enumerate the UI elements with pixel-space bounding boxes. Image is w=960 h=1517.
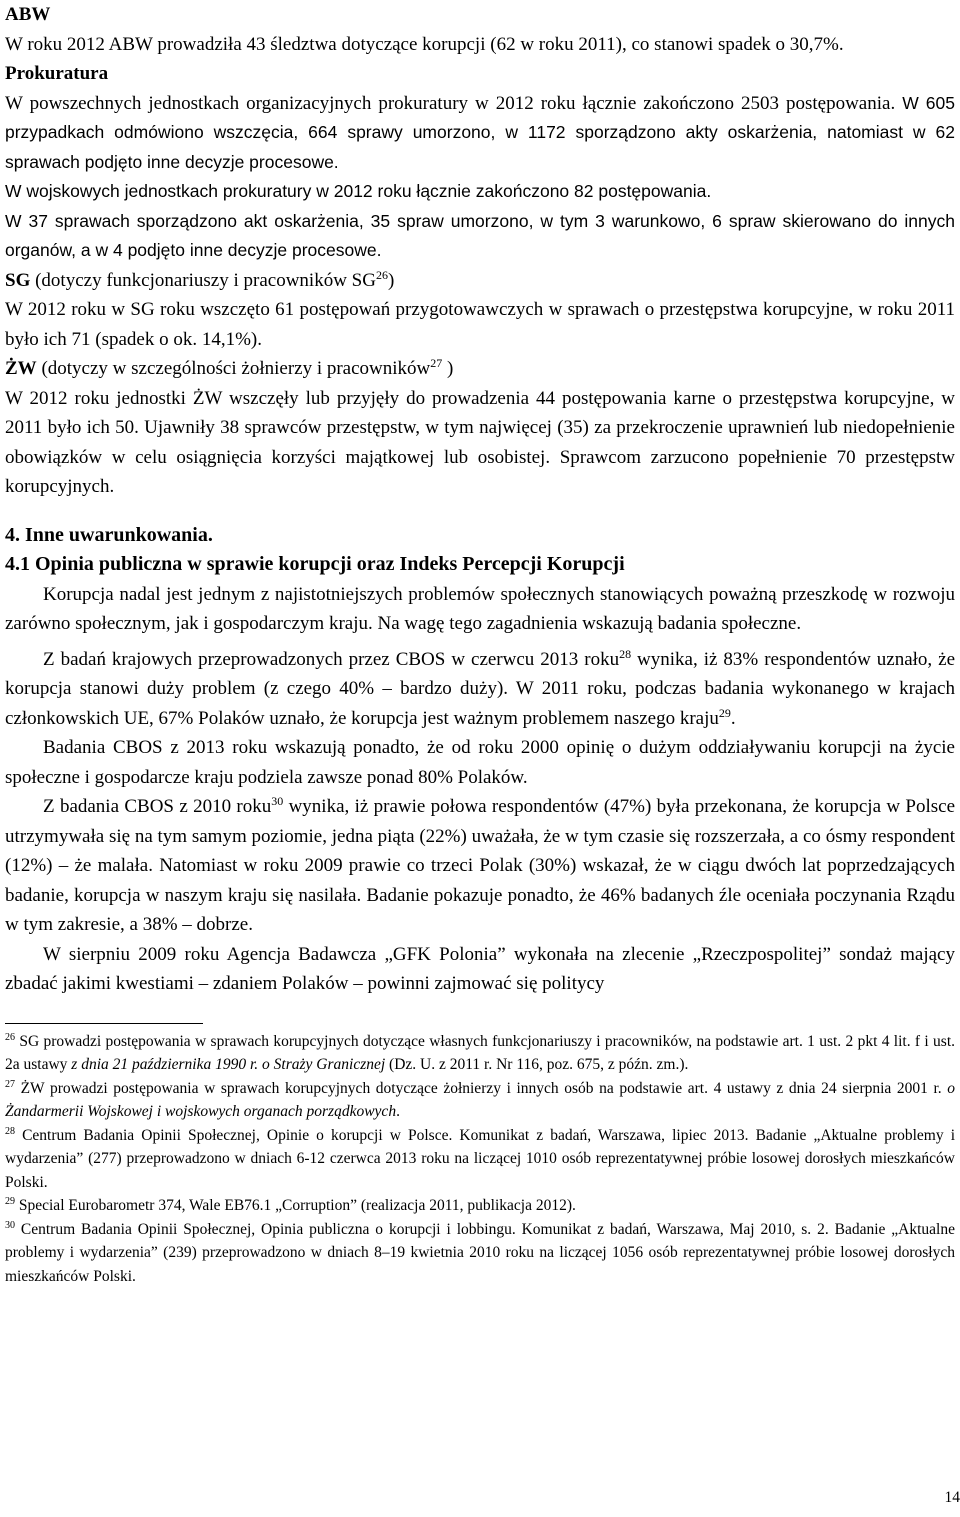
sg-heading: SG (dotyczy funkcjonariuszy i pracowników SG$^{26}$) bbox=[5, 267, 395, 291]
footnote-ref: 30 bbox=[271, 794, 284, 808]
zw-text: W 2012 roku jednostki ŻW wszczęły lub przyjęły do prowadzenia 44 postępowania karne o przestępstwa korupcyjne, w 2011 było ich 50. Ujawniły 38 sprawców przestępstw, w tym najwięcej (35) za przekroczenie uprawnień lub niedopełnienie obowiązków w celu osiągnięcia korzyści majątkowej lub osobistej. Sprawcom zarzucono popełnienie 70 przestępstw korupcyjnych. bbox=[5, 387, 955, 497]
footnote-separator bbox=[5, 1023, 203, 1024]
sg-text: W 2012 roku w SG roku wszczęto 61 postępowań przygotowawczych w sprawach o przestępstwa korupcyjne, w roku 2011 było ich 71 (spadek o ok. 14,1%). bbox=[5, 299, 955, 350]
paragraph-4: Z badania CBOS z 2010 roku$^{30}$ wynika, iż prawie połowa respondentów (47%) była przekonana, że korupcja w Polsce utrzymywała się na tym samym poziomie, jedna piąta (22%) uważała, że w tym czasie się rozszerzała, a co ósmy respondent (12%) – że malała. Natomiast w roku 2009 prawie co trzeci Polak (30%) wskazał, że w ciągu dwóch lat poprzedzających badanie, korupcja w naszym kraju się nasilała. Badanie pokazuje ponadto, że 46% badanych źle oceniała poczynania Rządu w tym zakresie, a 38% – dobrze. bbox=[5, 794, 956, 935]
prokuratura-text: W powszechnych jednostkach organizacyjnych prokuratury w 2012 roku łącznie zakończono 2503 postępowania. W 605 przypadkach odmówiono wszczęcia, 664 sprawy umorzono, w 1172 sporządzono akty oskarżenia, natomiast w 62 sprawach podjęto inne decyzje procesowe. bbox=[5, 92, 955, 172]
footnote-30: $^{30}$ Centrum Badania Opinii Społecznej, Opinia publiczna o korupcji i lobbingu. Komunikat z badań, Warszawa, Maj 2010, s. 2. Badanie „Aktualne problemy i wydarzenia” (239) przeprowadzono w dniach 8–19 kwietnia 2010 roku na liczącej 1056 osób reprezentatywnej próbie losowej dorosłych mieszkańców Polski. bbox=[5, 1219, 955, 1285]
footnotes bbox=[5, 1030, 955, 1289]
prokuratura-military-intro: W wojskowych jednostkach prokuratury w 2012 roku łącznie zakończono 82 postępowania. bbox=[5, 181, 712, 201]
footnote-29: $^{29}$ Special Eurobarometr 374, Wale EB76.1 „Corruption” (realizacja 2011, publikacja 2012). bbox=[5, 1196, 576, 1214]
prokuratura-military-text: W 37 sprawach sporządzono akt oskarżenia, 35 spraw umorzono, w tym 3 warunkowo, 6 spraw skierowano do innych organów, a w 4 podjęto inne decyzje procesowe. bbox=[5, 210, 955, 260]
paragraph-1: Korupcja nadal jest jednym z najistotniejszych problemów społecznych stanowiących poważną przeszkodę w rozwoju zarówno społecznym, jak i gospodarczym kraju. Na wagę tego zagadnienia wskazują badania społeczne. bbox=[5, 583, 955, 634]
section-4-1-heading: 4.1 Opinia publiczna w sprawie korupcji oraz Indeks Percepcji Korupcji bbox=[5, 553, 625, 575]
footnote-ref: 28 bbox=[619, 646, 632, 661]
paragraph-3: Badania CBOS z 2013 roku wskazują ponadto, że od roku 2000 opinię o dużym oddziaływaniu korupcji na życie społeczne i gospodarcze kraju podziela zawsze ponad 80% Polaków. bbox=[5, 737, 955, 788]
document-page bbox=[5, 0, 955, 1288]
page-number: 14 bbox=[944, 1489, 960, 1506]
footnote-26: $^{26}$ SG prowadzi postępowania w sprawach korupcyjnych dotyczące własnych funkcjonariuszy i pracowników, na podstawie art. 1 ust. 2 pkt 4 lit. f i ust. 2a ustawy z dnia 21 października 1990 r. o Straży Granicznej (Dz. U. z 2011 r. Nr 116, poz. 675, z późn. zm.). bbox=[5, 1031, 955, 1073]
footnote-ref: 29 bbox=[718, 705, 731, 720]
footnote-28: $^{28}$ Centrum Badania Opinii Społecznej, Opinie o korupcji w Polsce. Komunikat z badań, Warszawa, lipiec 2013. Badanie „Aktualne problemy i wydarzenia” (277) przeprowadzono w dniach 6-12 czerwca 2013 roku na liczącej 1010 osób reprezentatywnej próbie losowej dorosłych mieszkańców Polski. bbox=[5, 1125, 955, 1191]
section-4-heading: 4. Inne uwarunkowania. bbox=[5, 523, 213, 546]
abw-heading: ABW bbox=[5, 4, 51, 25]
paragraph-5: W sierpniu 2009 roku Agencja Badawcza „GFK Polonia” wykonała na zlecenie „Rzeczpospolitej” sondaż mający zbadać jakimi kwestiami – zdaniem Polaków – powinni zajmować się politycy bbox=[5, 943, 955, 994]
zw-heading: ŻW (dotyczy w szczególności żołnierzy i pracowników$^{27}$ ) bbox=[5, 356, 454, 379]
prokuratura-heading: Prokuratura bbox=[5, 63, 109, 84]
footnote-ref: 27 bbox=[430, 356, 443, 370]
abw-text: W roku 2012 ABW prowadziła 43 śledztwa dotyczące korupcji (62 w roku 2011), co stanowi spadek o 30,7%. bbox=[5, 33, 844, 55]
paragraph-2: Z badań krajowych przeprowadzonych przez CBOS w czerwcu 2013 roku$^{28}$ wynika, iż 83% respondentów uznało, że korupcja stanowi duży problem (z czego 40% – bardzo duży). W 2011 roku, podczas badania wykonanego w krajach członkowskich UE, 67% Polaków uznało, że korupcja jest ważnym problemem naszego kraju$^{29}$. bbox=[5, 646, 955, 729]
footnote-27: $^{27}$ ŻW prowadzi postępowania w sprawach korupcyjnych dotyczące żołnierzy i innych osób na podstawie art. 4 ustawy z dnia 24 sierpnia 2001 r. o Żandarmerii Wojskowej i wojskowych organach porządkowych. bbox=[5, 1078, 955, 1120]
footnote-ref: 26 bbox=[375, 267, 388, 282]
